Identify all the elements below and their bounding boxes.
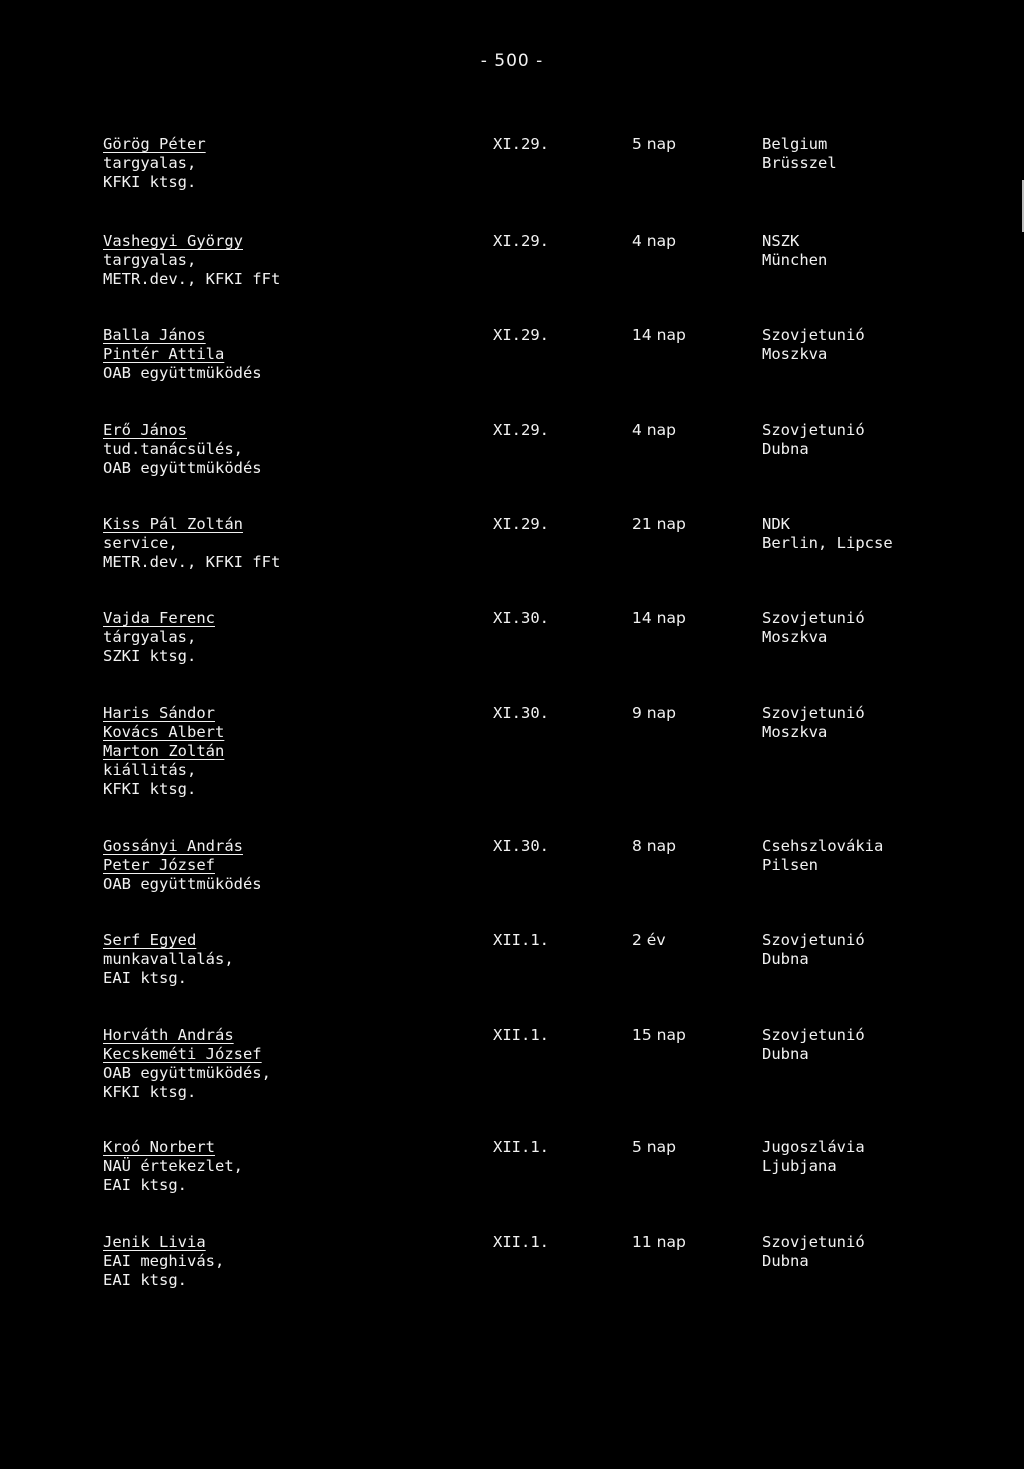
page-number: - 500 -: [480, 51, 544, 71]
traveler-block: [103, 704, 433, 799]
destination-country: Jugoszlávia: [762, 1138, 865, 1156]
trip-duration: 14 nap: [632, 326, 686, 344]
destination-city: Brüsszel: [762, 154, 837, 172]
trip-duration: 15 nap: [632, 1026, 686, 1044]
trip-duration: 5 nap: [632, 1138, 676, 1156]
traveler-block: [103, 1233, 433, 1290]
traveler-block: [103, 232, 433, 289]
traveler-block: [103, 515, 433, 572]
trip-date: XI.29.: [493, 421, 549, 439]
trip-purpose: OAB együttmüködés: [103, 364, 262, 382]
destination-city: Dubna: [762, 1045, 809, 1063]
trip-destination: [762, 421, 865, 459]
trip-duration: 11 nap: [632, 1233, 686, 1251]
destination-country: Szovjetunió: [762, 326, 865, 344]
trip-date: XI.30.: [493, 609, 549, 627]
destination-city: München: [762, 251, 828, 269]
trip-date: XI.29.: [493, 326, 549, 344]
trip-destination: [762, 515, 893, 553]
traveler-name: Peter József: [103, 856, 215, 874]
traveler-name: Erő János: [103, 421, 187, 439]
destination-country: Csehszlovákia: [762, 837, 884, 855]
traveler-name: Vashegyi György: [103, 232, 243, 250]
destination-country: NDK: [762, 515, 790, 533]
trip-destination: [762, 704, 865, 742]
trip-funding: KFKI ktsg.: [103, 780, 197, 798]
trip-funding: SZKI ktsg.: [103, 647, 197, 665]
traveler-block: [103, 421, 433, 478]
trip-purpose: targyalas,: [103, 251, 197, 269]
traveler-block: [103, 326, 433, 383]
traveler-name: Haris Sándor: [103, 704, 215, 722]
traveler-block: [103, 609, 433, 666]
trip-date: XI.29.: [493, 515, 549, 533]
trip-destination: [762, 1138, 865, 1176]
traveler-name: Gossányi András: [103, 837, 243, 855]
traveler-name: Kovács Albert: [103, 723, 225, 741]
trip-date: XI.30.: [493, 704, 549, 722]
traveler-name: Balla János: [103, 326, 206, 344]
destination-city: Moszkva: [762, 723, 828, 741]
destination-city: Dubna: [762, 1252, 809, 1270]
trip-duration: 14 nap: [632, 609, 686, 627]
traveler-name: Marton Zoltán: [103, 742, 225, 760]
traveler-name: Görög Péter: [103, 135, 206, 153]
destination-country: Szovjetunió: [762, 1233, 865, 1251]
destination-city: Ljubjana: [762, 1157, 837, 1175]
trip-date: XI.30.: [493, 837, 549, 855]
trip-duration: 4 nap: [632, 232, 676, 250]
destination-country: NSZK: [762, 232, 800, 250]
trip-funding: METR.dev., KFKI fFt: [103, 553, 281, 571]
trip-duration: 2 év: [632, 931, 666, 949]
trip-destination: [762, 135, 837, 173]
trip-destination: [762, 232, 827, 270]
trip-funding: EAI ktsg.: [103, 1271, 187, 1289]
destination-city: Pilsen: [762, 856, 818, 874]
trip-funding: OAB együttmüködés: [103, 459, 262, 477]
destination-country: Szovjetunió: [762, 931, 865, 949]
trip-purpose: tud.tanácsülés,: [103, 440, 243, 458]
traveler-name: Serf Egyed: [103, 931, 197, 949]
destination-city: Dubna: [762, 440, 809, 458]
destination-country: Belgium: [762, 135, 828, 153]
trip-purpose: NAÜ értekezlet,: [103, 1157, 243, 1175]
trip-duration: 4 nap: [632, 421, 676, 439]
trip-purpose: munkavallalás,: [103, 950, 234, 968]
trip-purpose: service,: [103, 534, 178, 552]
trip-date: XII.1.: [493, 931, 549, 949]
trip-date: XII.1.: [493, 1138, 549, 1156]
trip-purpose: tárgyalas,: [103, 628, 197, 646]
trip-purpose: kiállitás,: [103, 761, 197, 779]
destination-city: Moszkva: [762, 628, 828, 646]
trip-purpose: EAI meghivás,: [103, 1252, 225, 1270]
trip-date: XI.29.: [493, 135, 549, 153]
traveler-block: [103, 1026, 433, 1102]
destination-country: Szovjetunió: [762, 609, 865, 627]
destination-city: Dubna: [762, 950, 809, 968]
trip-destination: [762, 326, 865, 364]
trip-destination: [762, 1026, 865, 1064]
traveler-block: [103, 931, 433, 988]
trip-purpose: OAB együttmüködés: [103, 875, 262, 893]
traveler-name: Pintér Attila: [103, 345, 225, 363]
traveler-name: Kroó Norbert: [103, 1138, 215, 1156]
trip-duration: 9 nap: [632, 704, 676, 722]
destination-country: Szovjetunió: [762, 421, 865, 439]
trip-purpose: OAB együttmüködés,: [103, 1064, 271, 1082]
destination-city: Moszkva: [762, 345, 828, 363]
traveler-name: Vajda Ferenc: [103, 609, 215, 627]
traveler-name: Kecskeméti József: [103, 1045, 262, 1063]
destination-country: Szovjetunió: [762, 1026, 865, 1044]
trip-funding: EAI ktsg.: [103, 969, 187, 987]
traveler-block: [103, 135, 433, 192]
traveler-name: Kiss Pál Zoltán: [103, 515, 243, 533]
trip-purpose: targyalas,: [103, 154, 197, 172]
trip-duration: 21 nap: [632, 515, 686, 533]
trip-date: XII.1.: [493, 1026, 549, 1044]
trip-date: XI.29.: [493, 232, 549, 250]
trip-funding: KFKI ktsg.: [103, 1083, 197, 1101]
traveler-block: [103, 837, 433, 894]
trip-duration: 8 nap: [632, 837, 676, 855]
trip-destination: [762, 609, 865, 647]
traveler-name: Horváth András: [103, 1026, 234, 1044]
trip-date: XII.1.: [493, 1233, 549, 1251]
trip-duration: 5 nap: [632, 135, 676, 153]
trip-destination: [762, 1233, 865, 1271]
trip-funding: METR.dev., KFKI fFt: [103, 270, 281, 288]
traveler-block: [103, 1138, 433, 1195]
trip-funding: EAI ktsg.: [103, 1176, 187, 1194]
traveler-name: Jenik Livia: [103, 1233, 206, 1251]
trip-funding: KFKI ktsg.: [103, 173, 197, 191]
destination-city: Berlin, Lipcse: [762, 534, 893, 552]
trip-destination: [762, 837, 883, 875]
trip-destination: [762, 931, 865, 969]
destination-country: Szovjetunió: [762, 704, 865, 722]
